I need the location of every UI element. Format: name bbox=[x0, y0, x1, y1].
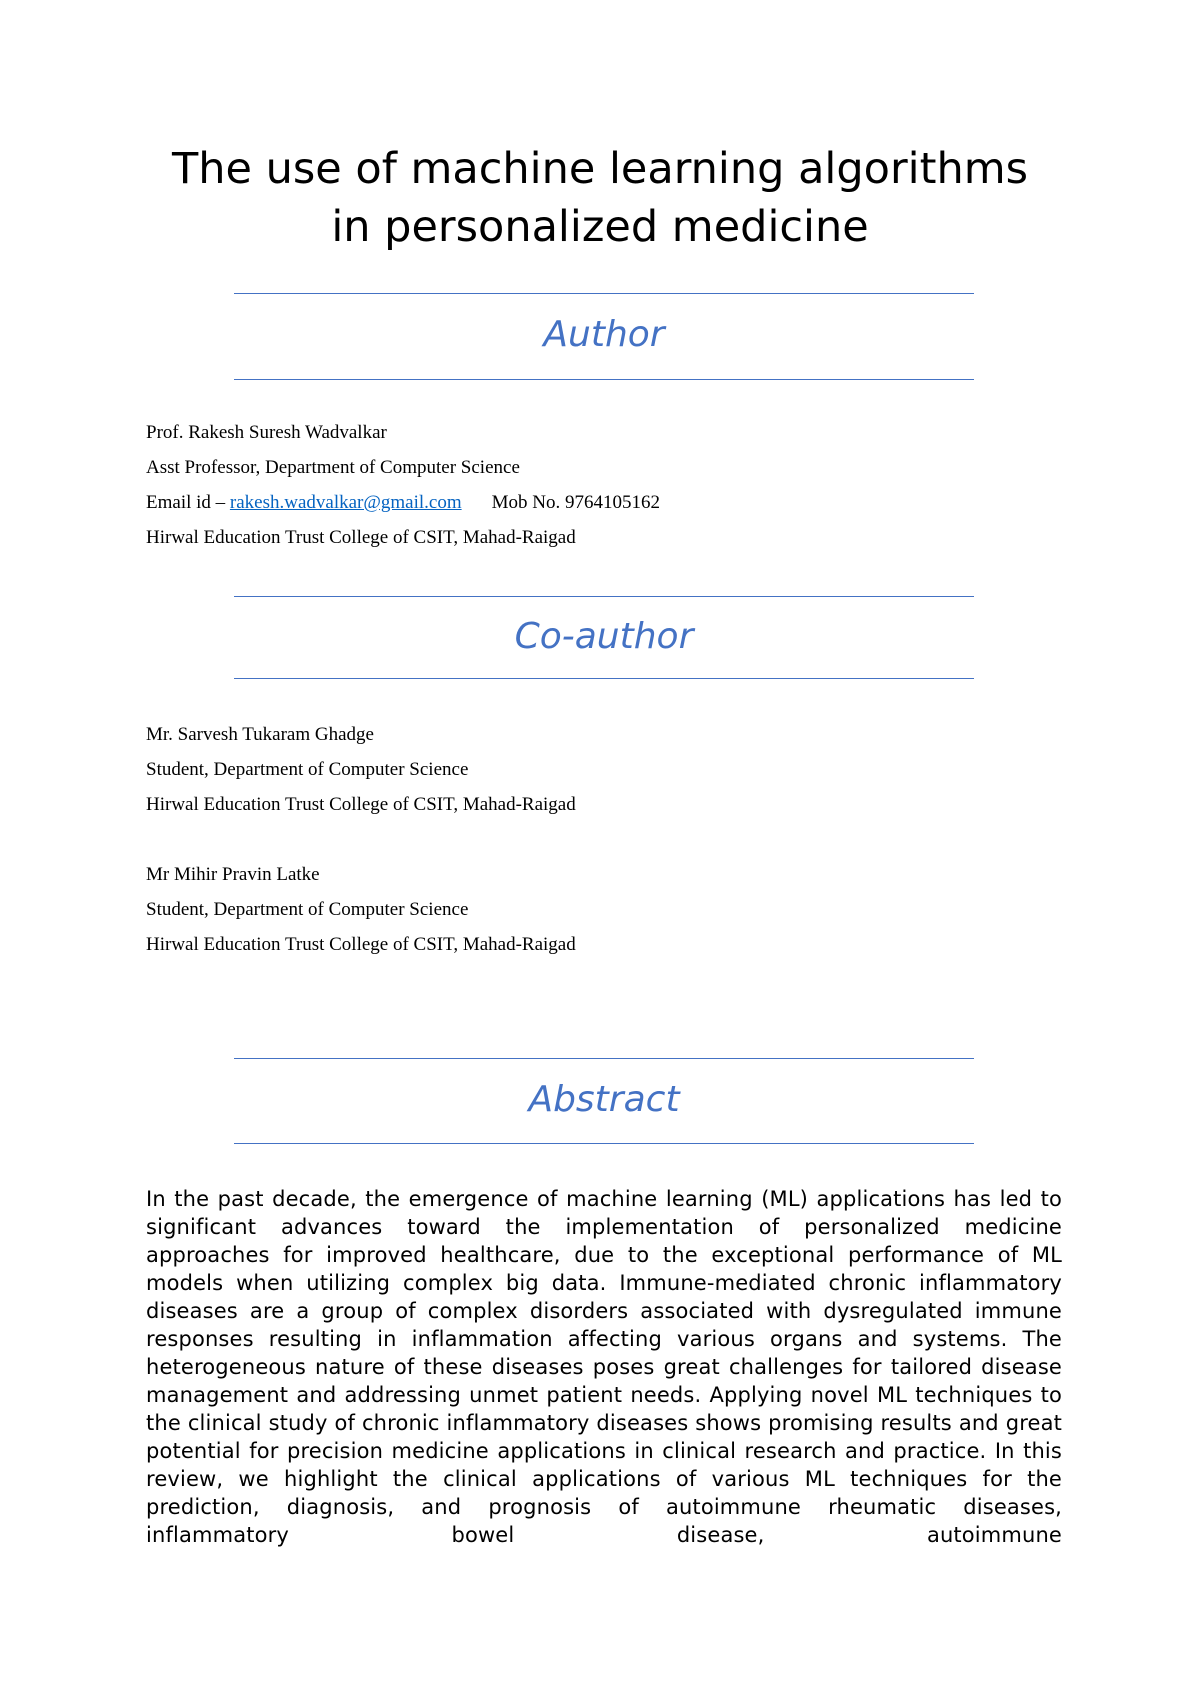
author-rule-bottom bbox=[234, 379, 974, 380]
email-label: Email id – bbox=[146, 492, 230, 513]
coauthor-heading: Co-author bbox=[514, 616, 694, 657]
coauthor-rule-bottom bbox=[234, 678, 974, 679]
author-mobile: Mob No. 9764105162 bbox=[491, 492, 660, 513]
coauthor-role: Student, Department of Computer Science bbox=[146, 759, 469, 780]
author-contact-line bbox=[146, 485, 660, 520]
coauthor-2-info bbox=[146, 857, 576, 962]
abstract-rule-top bbox=[234, 1058, 974, 1059]
page-title bbox=[100, 140, 1100, 256]
coauthor-name: Mr. Sarvesh Tukaram Ghadge bbox=[146, 724, 374, 745]
author-email-link[interactable]: rakesh.wadvalkar@gmail.com bbox=[229, 492, 462, 513]
coauthor-name: Mr Mihir Pravin Latke bbox=[146, 864, 320, 885]
page-title-line-2: in personalized medicine bbox=[331, 202, 869, 252]
coauthor-rule-top bbox=[234, 596, 974, 597]
author-institution: Hirwal Education Trust College of CSIT, Mahad-Raigad bbox=[146, 527, 576, 548]
coauthor-institution: Hirwal Education Trust College of CSIT, Mahad-Raigad bbox=[146, 934, 576, 955]
author-name: Prof. Rakesh Suresh Wadvalkar bbox=[146, 422, 387, 443]
abstract-heading: Abstract bbox=[528, 1079, 680, 1120]
author-rule-top bbox=[234, 293, 974, 294]
author-heading: Author bbox=[543, 314, 665, 355]
abstract-rule-bottom bbox=[234, 1143, 974, 1144]
abstract-body: In the past decade, the emergence of machine learning (ML) applications has led to significant advances toward the implementation of personalized medicine approaches for improved healthcare, due to the exceptional performance of ML models when utilizing complex big data. Immune-mediated chronic inflammatory diseases are a group of complex disorders associated with dysregulated immune responses resulting in inflammation affecting various organs and systems. The heterogeneous nature of these diseases poses great challenges for tailored disease management and addressing unmet patient needs. Applying novel ML techniques to the clinical study of chronic inflammatory diseases shows promising results and great potential for precision medicine applications in clinical research and practice. In this review, we highlight the clinical applications of various ML techniques for the prediction, diagnosis, and prognosis of autoimmune rheumatic diseases, inflammatory bowel disease, autoimmune bbox=[146, 1187, 1062, 1547]
coauthor-institution: Hirwal Education Trust College of CSIT, Mahad-Raigad bbox=[146, 794, 576, 815]
author-role: Asst Professor, Department of Computer Science bbox=[146, 457, 520, 478]
coauthor-1-info bbox=[146, 717, 576, 822]
page-title-line-1: The use of machine learning algorithms bbox=[171, 144, 1028, 194]
author-info bbox=[146, 415, 660, 555]
coauthor-role: Student, Department of Computer Science bbox=[146, 899, 469, 920]
